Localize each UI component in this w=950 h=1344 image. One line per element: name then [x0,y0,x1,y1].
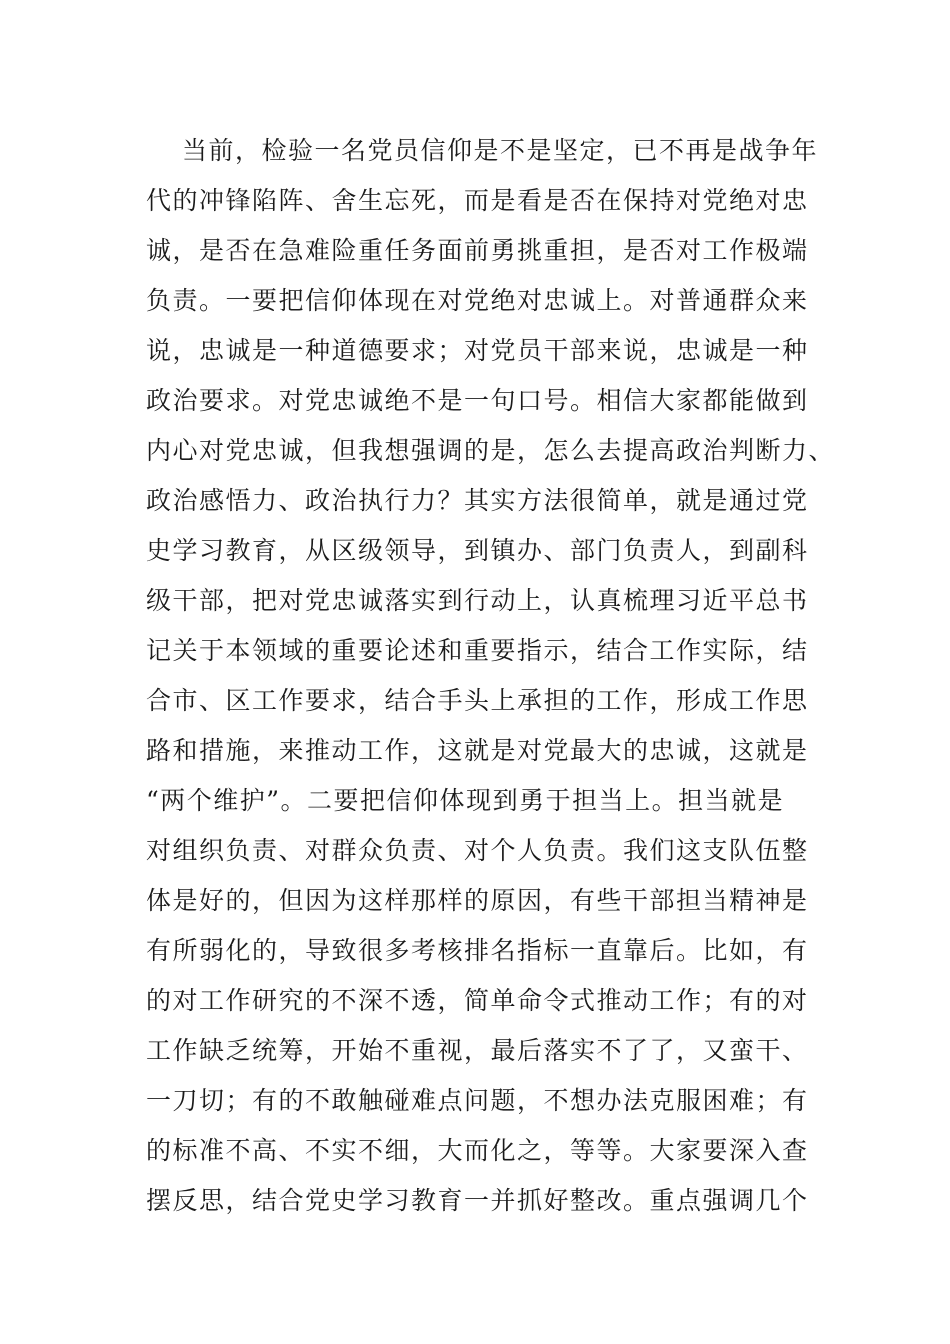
text-line: 当前，检验一名党员信仰是不是坚定，已不再是战争年 [182,136,819,165]
text-line: 对组织负责、对群众负责、对个人负责。我们这支队伍整 [146,836,809,865]
text-line: 的标准不高、不实不细，大而化之，等等。大家要深入查 [146,1136,809,1165]
text-line: 负责。一要把信仰体现在对党绝对忠诚上。对普通群众来 [146,286,809,315]
text-line: “两个维护”。二要把信仰体现到勇于担当上。担当就是 [146,786,785,815]
text-line: 摆反思，结合党史学习教育一并抓好整改。重点强调几个 [146,1186,809,1215]
text-line: 记关于本领域的重要论述和重要指示，结合工作实际，结 [146,636,809,665]
text-line: 的对工作研究的不深不透，简单命令式推动工作；有的对 [146,986,809,1015]
text-line: 诚，是否在急难险重任务面前勇挑重担，是否对工作极端 [146,236,809,265]
text-line: 一刀切；有的不敢触碰难点问题，不想办法克服困难；有 [146,1086,809,1115]
body-paragraph [146,126,836,1226]
text-line: 政治要求。对党忠诚绝不是一句口号。相信大家都能做到 [146,386,809,415]
text-line: 说，忠诚是一种道德要求；对党员干部来说，忠诚是一种 [146,336,809,365]
text-line: 工作缺乏统筹，开始不重视，最后落实不了了，又蛮干、 [146,1036,809,1065]
text-line: 代的冲锋陷阵、舍生忘死，而是看是否在保持对党绝对忠 [146,186,809,215]
text-line: 政治感悟力、政治执行力？其实方法很简单，就是通过党 [146,486,809,515]
text-line: 史学习教育，从区级领导，到镇办、部门负责人，到副科 [146,536,809,565]
text-line: 有所弱化的，导致很多考核排名指标一直靠后。比如，有 [146,936,809,965]
text-line: 内心对党忠诚，但我想强调的是，怎么去提高政治判断力、 [146,436,836,465]
text-line: 级干部，把对党忠诚落实到行动上，认真梳理习近平总书 [146,586,809,615]
text-line: 合市、区工作要求，结合手头上承担的工作，形成工作思 [146,686,809,715]
text-line: 路和措施，来推动工作，这就是对党最大的忠诚，这就是 [146,736,809,765]
text-line: 体是好的，但因为这样那样的原因，有些干部担当精神是 [146,886,809,915]
